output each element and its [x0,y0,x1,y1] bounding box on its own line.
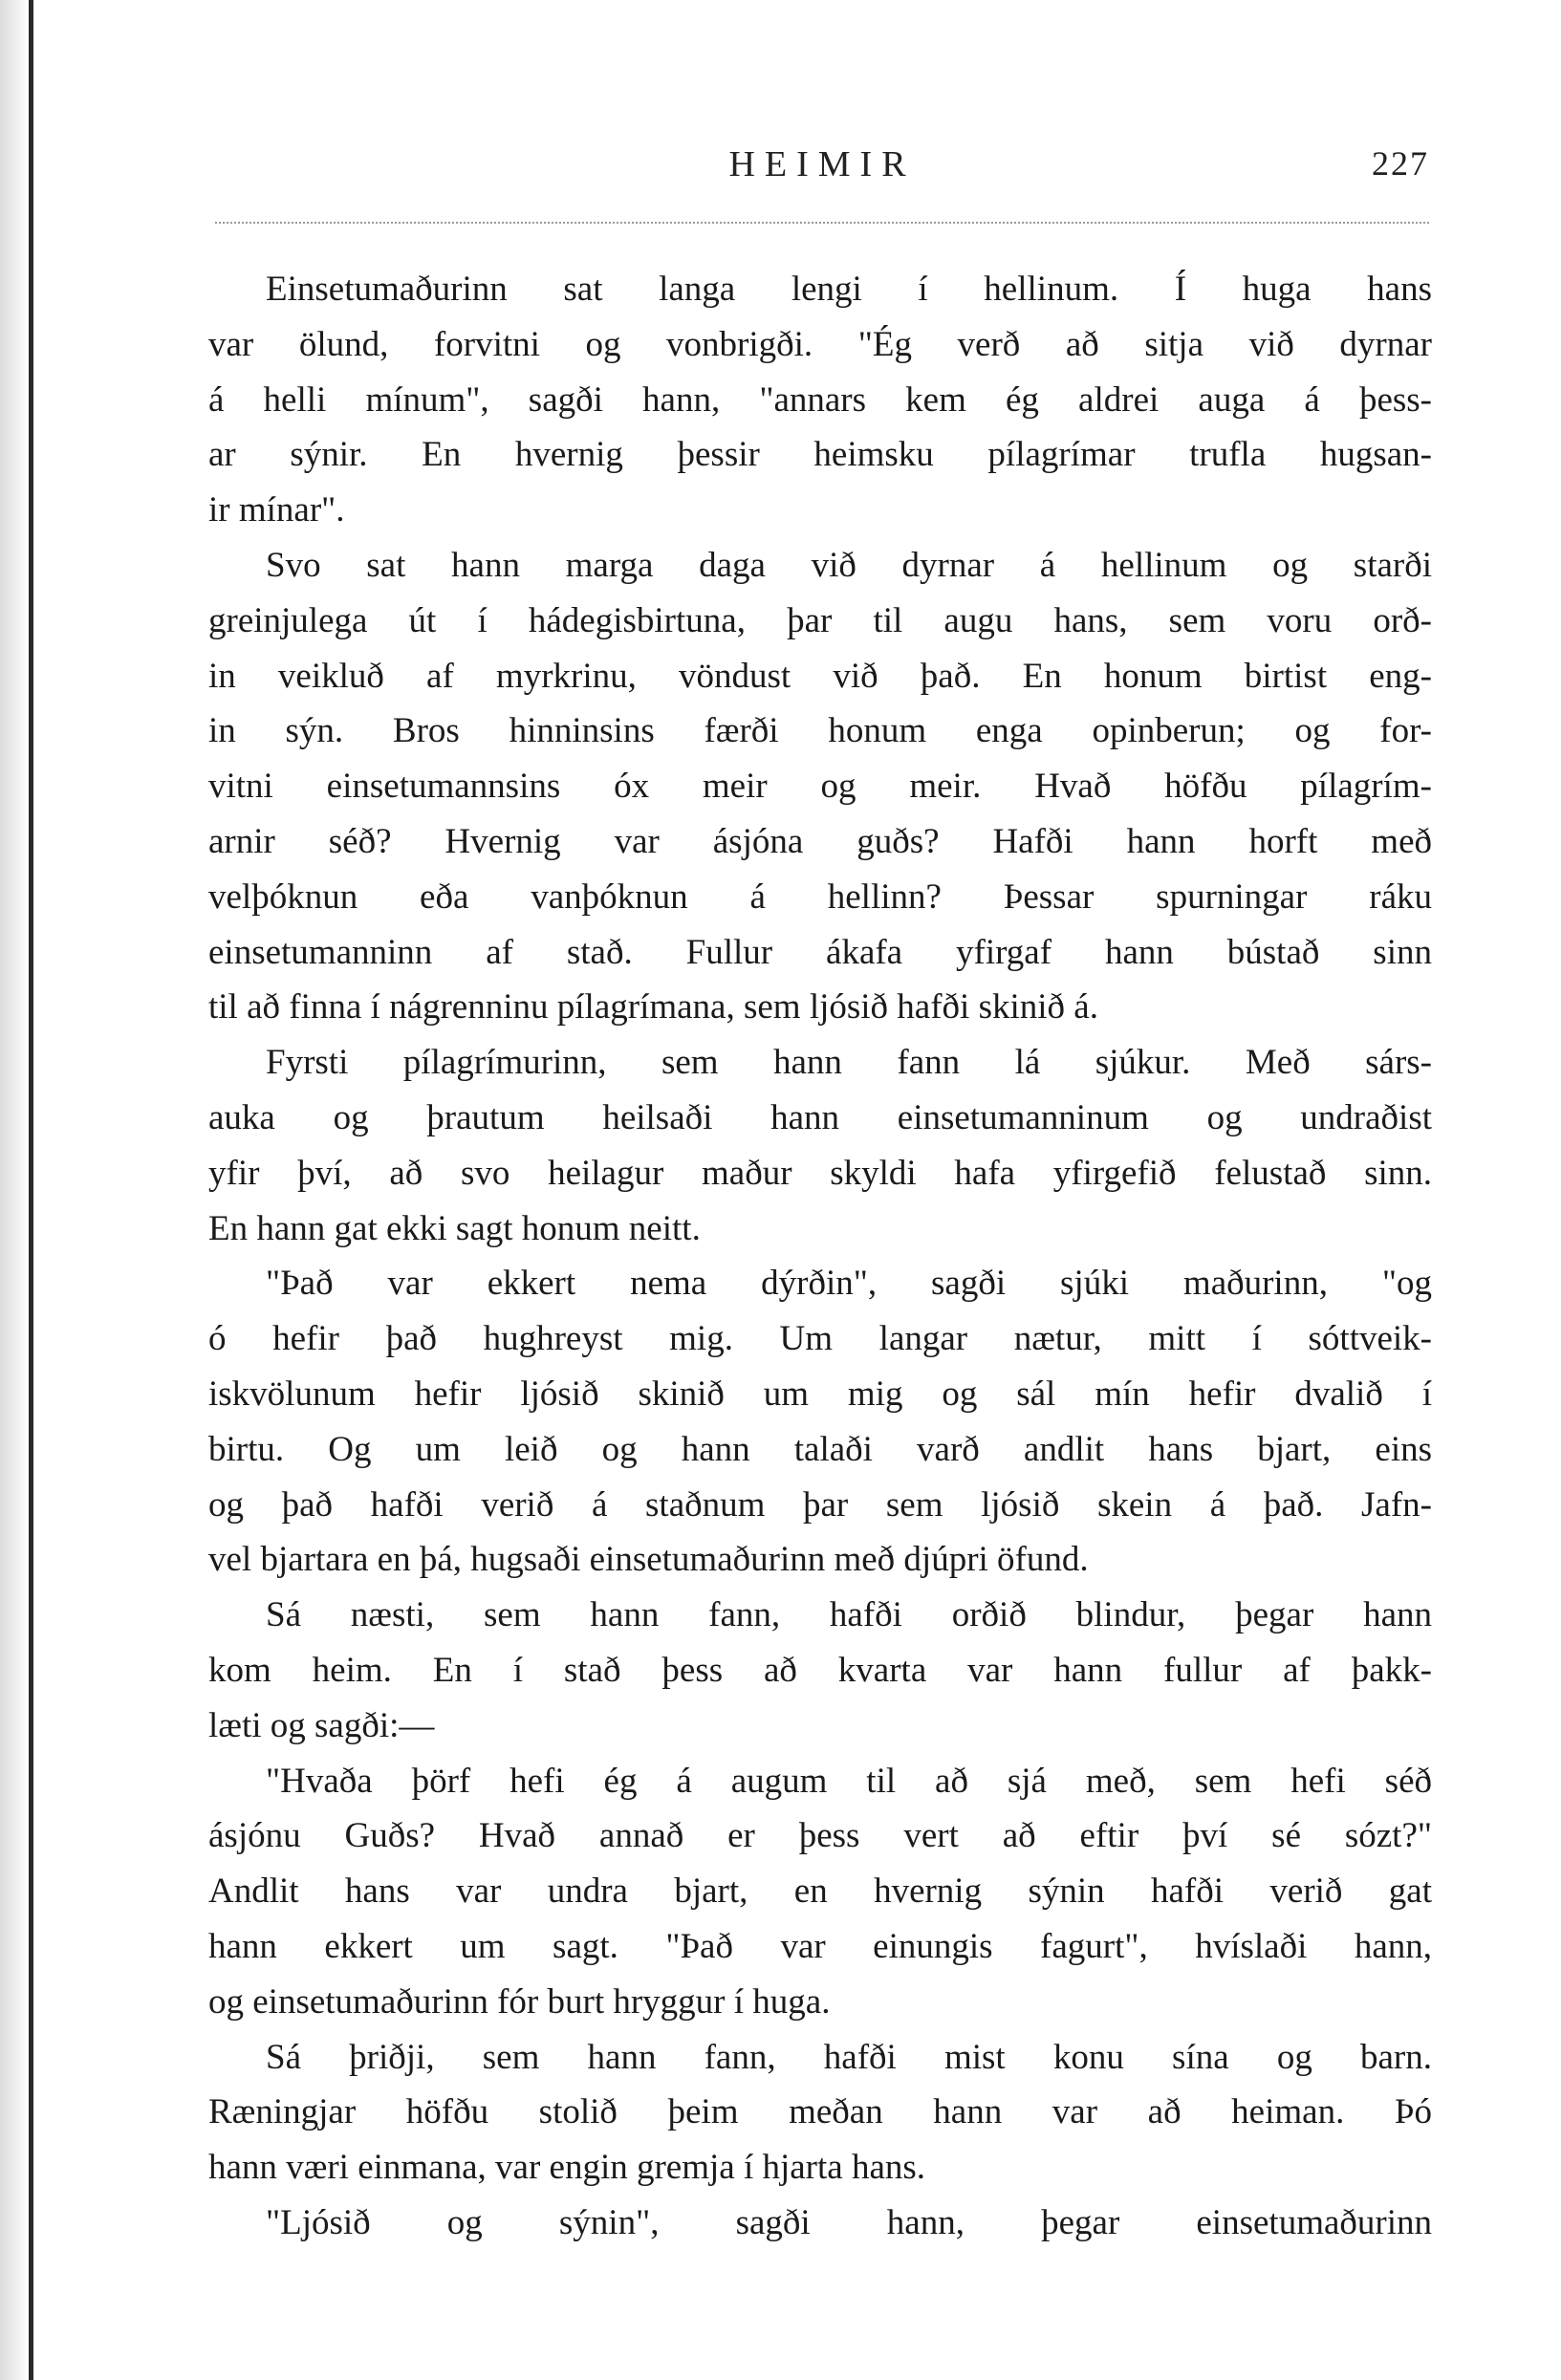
text-line: hann væri einmana, var engin gremja í hjarta hans. [208,2148,926,2188]
binding-shadow [0,0,29,2380]
text-line: vitni einsetumannsins óx meir og meir. Hvað höfðu pílagrím- [208,767,1432,807]
header-rule [215,222,1429,224]
text-line: hann ekkert um sagt. "Það var einungis fagurt", hvíslaði hann, [208,1926,1432,1966]
text-line: in veikluð af myrkrinu, vöndust við það. En honum birtist eng- [208,656,1432,696]
text-line: læti og sagði:— [208,1705,435,1745]
text-line: iskvölunum hefir ljósið skinið um mig og sál mín hefir dvalið í [208,1374,1432,1414]
text-line: kom heim. En í stað þess að kvarta var hann fullur af þakk- [208,1650,1432,1690]
text-line: var ölund, forvitni og vonbrigði. "Ég verð að sitja við dyrnar [208,324,1432,364]
text-line: greinjulega út í hádegisbirtuna, þar til augu hans, sem voru orð- [208,600,1432,640]
text-line: ir mínar". [208,490,345,530]
text-line: Ræningjar höfðu stolið þeim meðan hann var að heiman. Þó [208,2092,1432,2132]
text-line: ó hefir það hughreyst mig. Um langar nætur, mitt í sóttveik- [208,1319,1432,1359]
text-line: á helli mínum", sagði hann, "annars kem ég aldrei auga á þess- [208,379,1432,420]
text-line: auka og þrautum heilsaði hann einsetumanninum og undraðist [208,1097,1432,1137]
text-line: "Það var ekkert nema dýrðin", sagði sjúki maðurinn, "og [266,1264,1432,1304]
text-line: Sá næsti, sem hann fann, hafði orðið blindur, þegar hann [266,1595,1432,1635]
page-number: 227 [1372,144,1429,183]
text-line: birtu. Og um leið og hann talaði varð andlit hans bjart, eins [208,1429,1432,1469]
text-line: ásjónu Guðs? Hvað annað er þess vert að eftir því sé sózt?" [208,1816,1432,1856]
text-line: "Ljósið og sýnin", sagði hann, þegar einsetumaðurinn [266,2202,1432,2242]
text-line: til að finna í nágrenninu pílagrímana, sem ljósið hafði skinið á. [208,987,1098,1028]
text-line: in sýn. Bros hinninsins færði honum enga opinberun; og for- [208,711,1432,751]
page-header [215,143,1429,210]
text-line: Einsetumaðurinn sat langa lengi í hellinum. Í huga hans [266,270,1432,309]
text-line: Fyrsti pílagrímurinn, sem hann fann lá sjúkur. Með sárs- [266,1043,1432,1083]
text-line: og það hafði verið á staðnum þar sem ljósið skein á það. Jafn- [208,1484,1432,1525]
text-line: En hann gat ekki sagt honum neitt. [208,1208,701,1248]
text-line: Svo sat hann marga daga við dyrnar á hellinum og starði [266,545,1432,585]
text-line: Andlit hans var undra bjart, en hvernig sýnin hafði verið gat [208,1872,1432,1912]
body-text [208,262,1432,2251]
binding-edge [29,0,33,2380]
text-line: einsetumanninn af stað. Fullur ákafa yfirgaf hann bústað sinn [208,932,1432,972]
running-title: HEIMIR [728,144,916,184]
text-line: vel bjartara en þá, hugsaði einsetumaðurinn með djúpri öfund. [208,1540,1089,1580]
text-line: "Hvaða þörf hefi ég á augum til að sjá með, sem hefi séð [266,1761,1432,1801]
text-line: yfir því, að svo heilagur maður skyldi hafa yfirgefið felustað sinn. [208,1153,1432,1193]
text-line: Sá þriðji, sem hann fann, hafði mist konu sína og barn. [266,2037,1432,2077]
text-line: velþóknun eða vanþóknun á hellinn? Þessar spurningar ráku [208,876,1432,917]
text-line: arnir séð? Hvernig var ásjóna guðs? Hafði hann horft með [208,821,1432,861]
text-line: ar sýnir. En hvernig þessir heimsku pílagrímar trufla hugsan- [208,435,1432,475]
text-line: og einsetumaðurinn fór burt hryggur í huga. [208,1981,831,2022]
